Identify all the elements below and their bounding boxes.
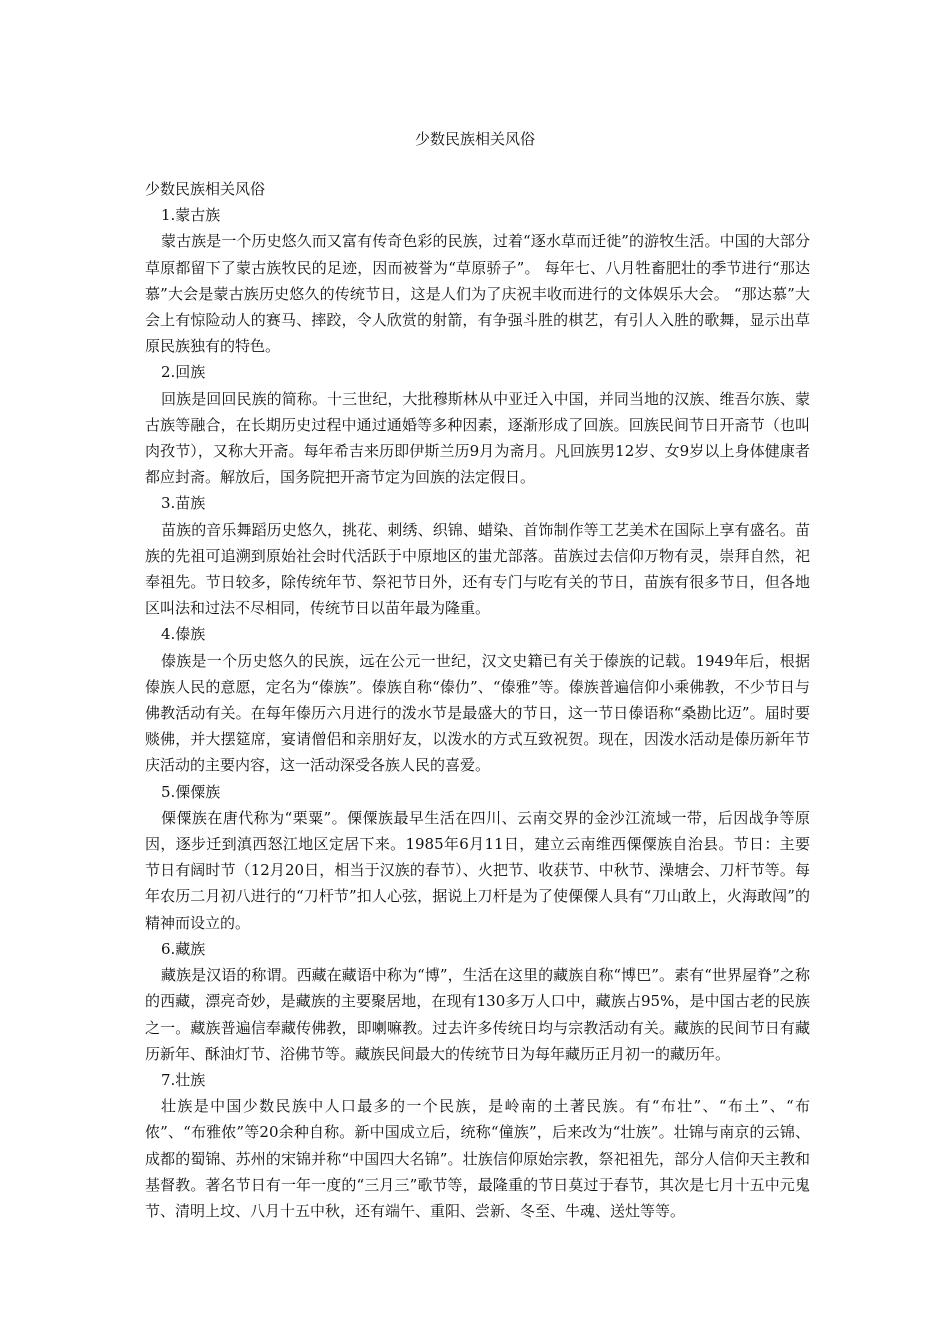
section-zhuang [145,1067,810,1224]
section-paragraph: 傈僳族在唐代称为“栗粟”。傈僳族最早生活在四川、云南交界的金沙江流域一带，后因战争等原因，逐步迁到滇西怒江地区定居下来。1985年6月11日，建立云南维西傈僳族自治县。节日：主要节日有阔时节（12月20日，相当于汉族的春节）、火把节、收获节、中秋节、澡塘会、刀杆节等。每年农历二月初八进行的“刀杆节”扣人心弦，据说上刀杆是为了使傈僳人具有“刀山敢上，火海敢闯”的精神而设立的。 [145,808,810,932]
section-heading: 3.苗族 [161,494,206,513]
section-paragraph: 蒙古族是一个历史悠久而又富有传奇色彩的民族，过着“逐水草而迁徙”的游牧生活。中国的大部分草原都留下了蒙古族牧民的足迹，因而被誉为“草原骄子”。 每年七、八月牲畜肥壮的季节进行“那达慕”大会是蒙古族历史悠久的传统节日，这是人们为了庆祝丰收而进行的文体娱乐大会。 “那达慕”大会上有惊险动人的赛马、摔跤，令人欣赏的射箭，有争强斗胜的棋艺，有引人入胜的歌舞，显示出草原民族独有的特色。 [145,232,810,356]
section-paragraph: 苗族的音乐舞蹈历史悠久，挑花、刺绣、织锦、蜡染、首饰制作等工艺美术在国际上享有盛名。苗族的先祖可追溯到原始社会时代活跃于中原地区的蚩尤部落。苗族过去信仰万物有灵，崇拜自然，祀奉祖先。节日较多，除传统年节、祭祀节日外，还有专门与吃有关的节日，苗族有很多节日，但各地区叫法和过法不尽相同，传统节日以苗年最为隆重。 [145,520,810,618]
section-tibetan [145,936,810,1067]
section-heading: 1.蒙古族 [161,206,221,225]
section-heading: 2.回族 [161,363,206,382]
section-heading: 4.傣族 [161,625,206,644]
page-title: 少数民族相关风俗 [414,130,535,148]
section-heading: 6.藏族 [161,939,206,958]
section-paragraph: 藏族是汉语的称谓。西藏在藏语中称为“博”，生活在这里的藏族自称“博巴”。素有“世界屋脊”之称的西藏，漂亮奇妙，是藏族的主要聚居地，在现有130多万人口中，藏族占95%，是中国古老的民族之一。藏族普遍信奉藏传佛教，即喇嘛教。过去许多传统日均与宗教活动有关。藏族的民间节日有藏历新年、酥油灯节、浴佛节等。藏族民间最大的传统节日为每年藏历正月初一的藏历年。 [145,966,810,1063]
section-paragraph: 壮族是中国少数民族中人口最多的一个民族，是岭南的土著民族。有“布壮”、“布土”、“布侬”、“布雅侬”等20余种自称。新中国成立后，统称“僮族”，后来改为“壮族”。壮锦与南京的云锦、成都的蜀锦、苏州的宋锦并称“中国四大名锦”。壮族信仰原始宗教，祭祀祖先，部分人信仰天主教和基督教。著名节日有一年一度的“三月三”歌节等，最隆重的节日莫过于春节，其次是七月十五中元鬼节、清明上坟、八月十五中秋，还有端午、重阳、尝新、冬至、牛魂、送灶等等。 [145,1097,810,1220]
section-miao [145,490,810,621]
document-subtitle: 少数民族相关风俗 [145,180,266,198]
section-heading: 5.傈僳族 [161,782,221,801]
section-hui [145,359,810,490]
document-body [145,176,810,1224]
section-heading: 7.壮族 [161,1070,206,1089]
section-lisu [145,779,810,936]
section-paragraph: 回族是回回民族的简称。十三世纪，大批穆斯林从中亚迁入中国，并同当地的汉族、维吾尔族、蒙古族等融合，在长期历史过程中通过通婚等多种因素，逐渐形成了回族。回族民间节日开斋节（也叫肉孜节），又称大开斋。每年希吉来历即伊斯兰历9月为斋月。凡回族男12岁、女9岁以上身体健康者都应封斋。解放后，国务院把开斋节定为回族的法定假日。 [145,389,810,487]
section-dai [145,621,810,778]
section-mongol [145,202,810,359]
section-paragraph: 傣族是一个历史悠久的民族，远在公元一世纪，汉文史籍已有关于傣族的记载。1949年后，根据傣族人民的意愿，定名为“傣族”。傣族自称“傣仂”、“傣雅”等。傣族普遍信仰小乘佛教，不少节日与佛教活动有关。在每年傣历六月进行的泼水节是最盛大的节日，这一节日傣语称“桑勘比迈”。届时要赕佛，并大摆筵席，宴请僧侣和亲朋好友，以泼水的方式互致祝贺。现在，因泼水活动是傣历新年节庆活动的主要内容，这一活动深受各族人民的喜爱。 [145,651,810,775]
